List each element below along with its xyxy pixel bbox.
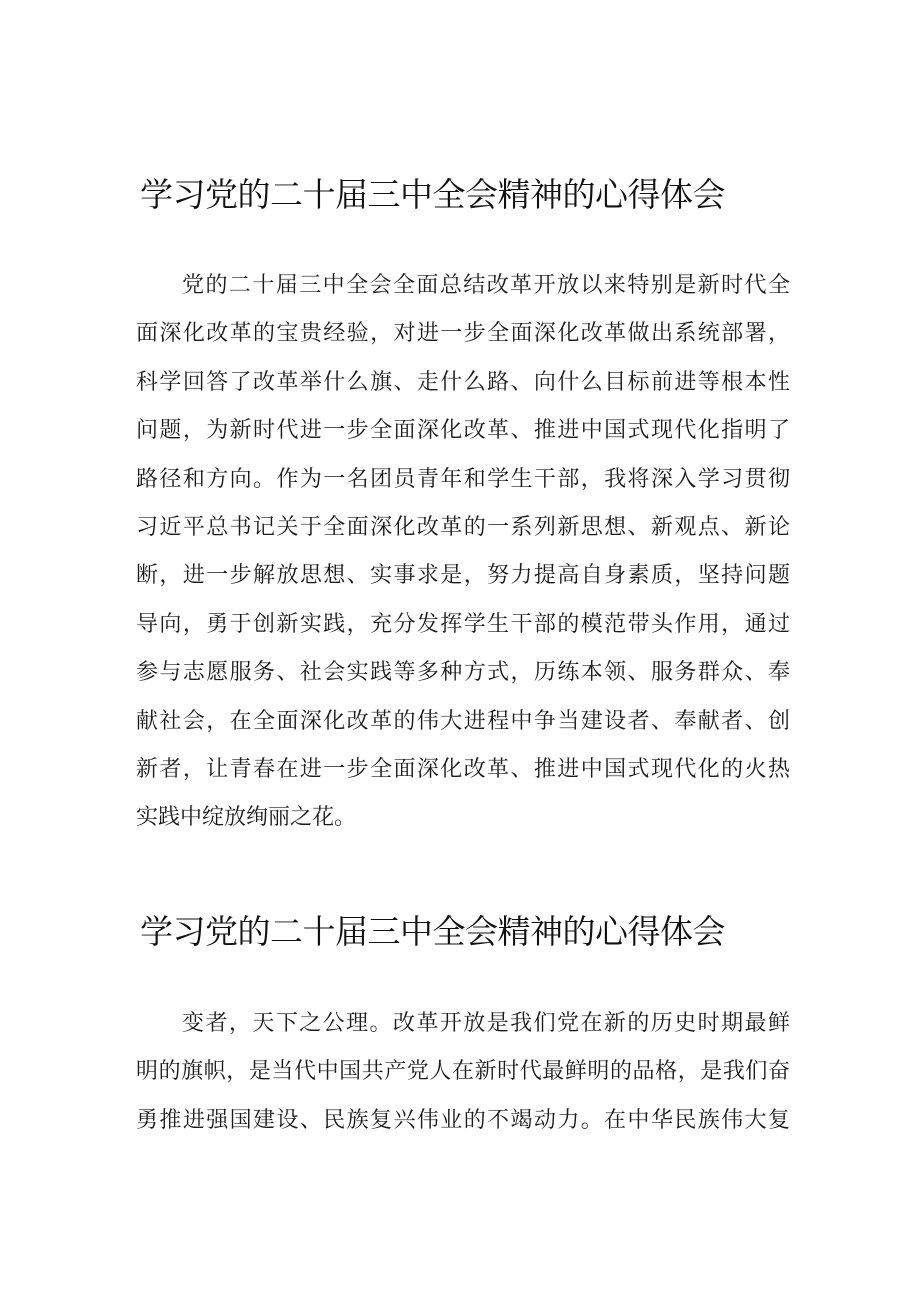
paragraph-line: 路径和方向。作为一名团员青年和学生干部，我将深入学习贯彻: [136, 466, 790, 492]
paragraph-line: 勇推进强国建设、民族复兴伟业的不竭动力。在中华民族伟大复: [136, 1107, 790, 1133]
body-paragraph: [136, 262, 790, 843]
paragraph-line: 参与志愿服务、社会实践等多种方式，历练本领、服务群众、奉: [136, 660, 790, 686]
paragraph-line: 科学回答了改革举什么旗、走什么路、向什么目标前进等根本性: [136, 369, 790, 395]
paragraph-line: 断，进一步解放思想、实事求是，努力提高自身素质，坚持问题: [136, 563, 790, 589]
section-title: 学习党的二十届三中全会精神的心得体会: [140, 912, 725, 951]
paragraph-line: 党的二十届三中全会全面总结改革开放以来特别是新时代全: [182, 273, 790, 298]
paragraph-line: 导向，勇于创新实践，充分发挥学生干部的模范带头作用，通过: [136, 611, 790, 637]
paragraph-line: 新者，让青春在进一步全面深化改革、推进中国式现代化的火热: [136, 756, 790, 782]
section-title: 学习党的二十届三中全会精神的心得体会: [140, 175, 725, 214]
paragraph-line: 问题，为新时代进一步全面深化改革、推进中国式现代化指明了: [136, 418, 790, 444]
paragraph-line: 习近平总书记关于全面深化改革的一系列新思想、新观点、新论: [136, 514, 790, 540]
paragraph-line: 变者，天下之公理。改革开放是我们党在新的历史时期最鲜: [182, 1011, 790, 1036]
paragraph-line: 明的旗帜，是当代中国共产党人在新时代最鲜明的品格，是我们奋: [136, 1059, 790, 1085]
paragraph-line: 面深化改革的宝贵经验，对进一步全面深化改革做出系统部署，: [136, 321, 790, 347]
paragraph-line: 献社会，在全面深化改革的伟大进程中争当建设者、奉献者、创: [136, 708, 790, 734]
body-paragraph: [136, 1000, 790, 1145]
paragraph-line: 实践中绽放绚丽之花。: [136, 805, 357, 831]
